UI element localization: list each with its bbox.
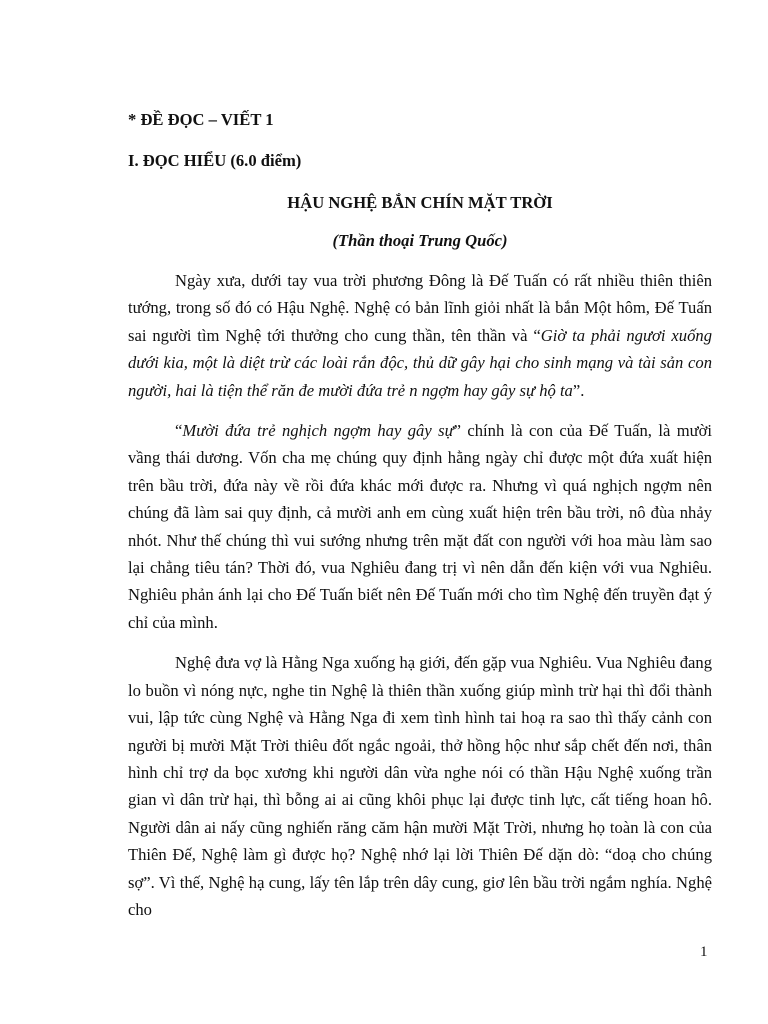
paragraph-2 bbox=[128, 417, 712, 636]
paragraph-2-text-a: “ bbox=[175, 421, 183, 441]
section-heading: I. ĐỌC HIỂU (6.0 điểm) bbox=[128, 151, 302, 170]
page-content bbox=[128, 108, 712, 923]
paragraph-1-text-a: Ngày xưa, dưới tay vua trời phương Đông là Đế Tuấn có rất nhiều thiên thiên tướng, trong số đó có Hậu Nghệ. Nghệ có bản lĩnh giỏi nhất là bắn Một hôm, Đế Tuấn sai người tìm Nghệ tới thưởng cho cung thần, tên thần và “ bbox=[128, 271, 712, 345]
story-origin: (Thần thoại Trung Quốc) bbox=[332, 231, 508, 250]
paragraph-1 bbox=[128, 267, 712, 404]
page-number: 1 bbox=[700, 944, 708, 960]
paragraph-2-text-b: ” chính là con của Đế Tuấn, là mười vầng thái dương. Vốn cha mẹ chúng quy định hằng ngày chỉ được một đứa xuất hiện trên bầu trời, đứa này về rồi đứa khác mới được ra. Nhưng vì quá nghịch ngợm nên chúng đã làm sai quy định, cả mười anh em cùng xuất hiện trên bầu trời, nô đùa nhảy nhót. Như thế chúng thì vui sướng nhưng trên mặt đất con người với hoa màu làm sao lại chẳng tiêu tán? Thời đó, vua Nghiêu đang trị vì nên dẫn đến kiện với vua Nghiêu. Nghiêu phản ánh lại cho Đế Tuấn biết nên Đế Tuấn mới cho tìm Nghệ đến truyền đạt ý chỉ của mình. bbox=[128, 421, 712, 632]
paragraph-1-quote: Giờ ta phải ngươi xuống dưới kia, một là diệt trừ các loài rắn độc, thủ dữ gây hại cho sinh mạng và tài sản con người, hai là tiện thể răn đe mười đứa trẻ n ngợm hay gây sự hộ ta bbox=[128, 325, 712, 400]
exam-label: * ĐỀ ĐỌC – VIẾT 1 bbox=[128, 110, 274, 129]
paragraph-3: Nghệ đưa vợ là Hằng Nga xuống hạ giới, đến gặp vua Nghiêu. Vua Nghiêu đang lo buồn vì nóng nực, nghe tin Nghệ là thiên thần xuống giúp mình trừ hại thì đổi thành vui, lập tức cùng Nghệ và Hằng Nga đi xem tình hình tai hoạ ra sao thì thấy cảnh con người bị mười Mặt Trời thiêu đốt ngắc ngoải, thở hồng hộc như sắp chết đến nơi, thân hình chỉ trợ da bọc xương khi người dân vừa nghe nói có thần Hậu Nghệ xuống trần gian vì dân trừ hại, thì bỗng ai ai cũng khôi phục lại được tinh lực, cất tiếng hoan hô. Người dân ai nấy cũng nghiến răng căm hận mười Mặt Trời, nhưng họ toàn là con của Thiên Đế, Nghệ làm gì được họ? Nghệ nhớ lại lời Thiên Đế dặn dò: “doạ cho chúng sợ”. Vì thế, Nghệ hạ cung, lấy tên lắp trên dây cung, giơ lên bầu trời ngắm nghía. Nghệ cho bbox=[128, 653, 712, 919]
paragraph-2-quote: Mười đứa trẻ nghịch ngợm hay gây sự bbox=[182, 421, 454, 441]
paragraph-1-text-b: ”. bbox=[572, 380, 585, 400]
story-title: HẬU NGHỆ BẮN CHÍN MẶT TRỜI bbox=[287, 193, 553, 212]
